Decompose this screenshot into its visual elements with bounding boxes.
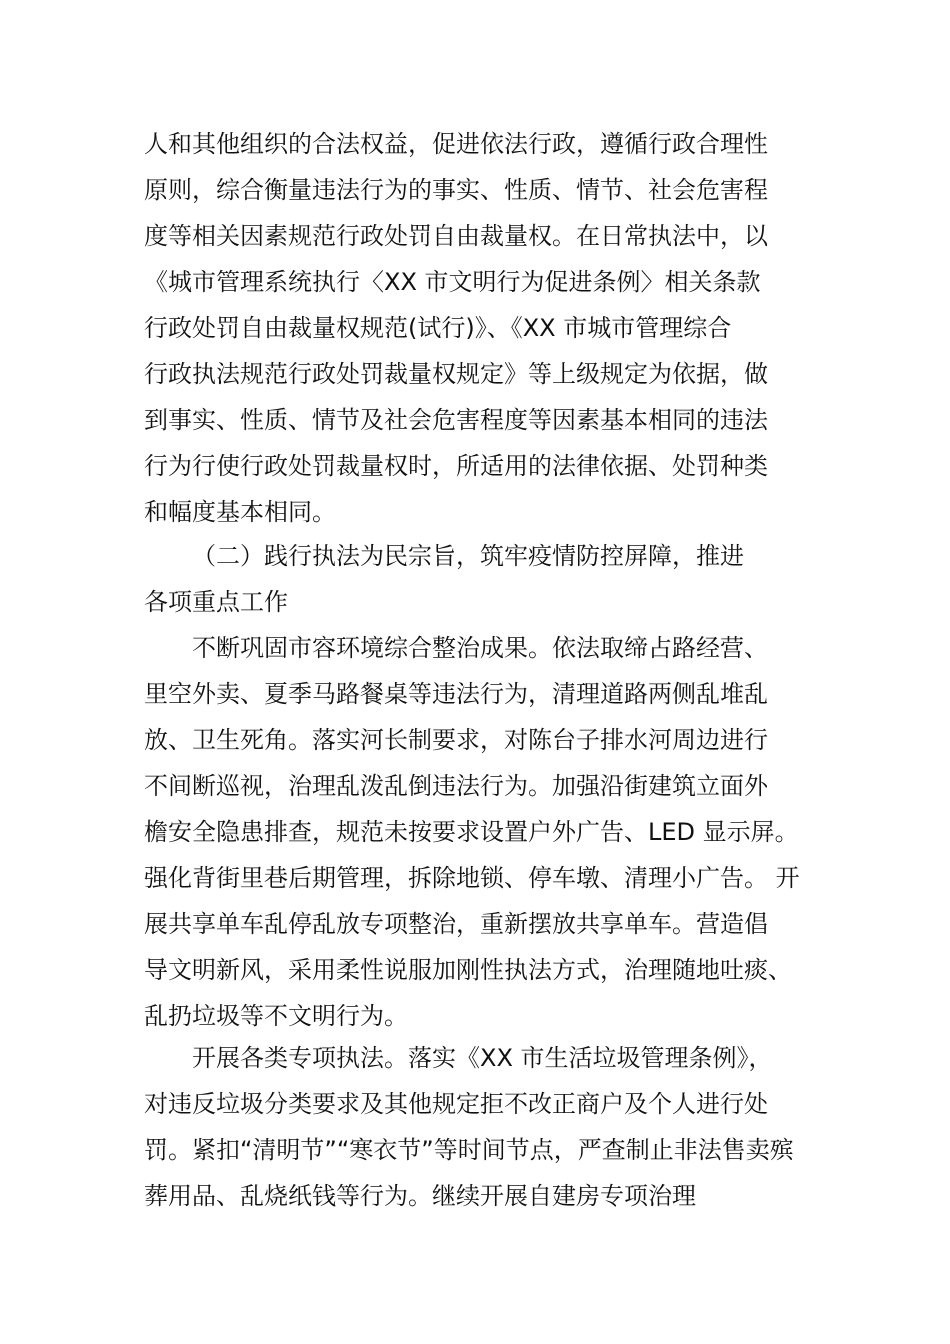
- text-line: 和幅度基本相同。: [144, 498, 336, 526]
- text-line: 行为行使行政处罚裁量权时，所适用的法律依据、处罚种类: [144, 452, 768, 480]
- text-line: 强化背街里巷后期管理，拆除地锁、停车墩、清理小广告。 开: [144, 864, 800, 892]
- text-line: 不间断巡视，治理乱泼乱倒违法行为。加强沿街建筑立面外: [144, 772, 768, 800]
- text-line: 开展各类专项执法。落实《XX 市生活垃圾管理条例》，: [192, 1044, 773, 1072]
- text-line: 里空外卖、夏季马路餐桌等违法行为，清理道路两侧乱堆乱: [144, 680, 768, 708]
- text-line: 行政执法规范行政处罚裁量权规定》等上级规定为依据，做: [144, 360, 768, 388]
- text-line: 乱扔垃圾等不文明行为。: [144, 1002, 408, 1030]
- text-line: 人和其他组织的合法权益，促进依法行政，遵循行政合理性: [144, 130, 768, 158]
- heading-line: （二）践行执法为民宗旨，筑牢疫情防控屏障，推进: [192, 542, 744, 570]
- text-line: 导文明新风，采用柔性说服加刚性执法方式，治理随地吐痰、: [144, 956, 792, 984]
- text-line: 罚。紧扣“清明节”“寒衣节”等时间节点，严查制止非法售卖殡: [144, 1136, 794, 1164]
- text-line: 原则，综合衡量违法行为的事实、性质、情节、社会危害程: [144, 176, 768, 204]
- heading-line: 各项重点工作: [144, 588, 288, 616]
- text-line: 对违反垃圾分类要求及其他规定拒不改正商户及个人进行处: [144, 1090, 768, 1118]
- text-line: 到事实、性质、情节及社会危害程度等因素基本相同的违法: [144, 406, 768, 434]
- text-line: 不断巩固市容环境综合整治成果。依法取缔占路经营、: [192, 634, 768, 662]
- text-line: 放、卫生死角。落实河长制要求，对陈台子排水河周边进行: [144, 726, 768, 754]
- text-line: 行政处罚自由裁量权规范(试行)》、《XX 市城市管理综合: [144, 314, 732, 342]
- text-line: 展共享单车乱停乱放专项整治，重新摆放共享单车。营造倡: [144, 910, 768, 938]
- text-line: 葬用品、乱烧纸钱等行为。继续开展自建房专项治理: [144, 1182, 696, 1210]
- text-line: 度等相关因素规范行政处罚自由裁量权。在日常执法中，以: [144, 222, 768, 250]
- text-line: 《城市管理系统执行〈XX 市文明行为促进条例〉相关条款: [144, 268, 761, 296]
- text-line: 檐安全隐患排查，规范未按要求设置户外广告、LED 显示屏。: [144, 818, 799, 846]
